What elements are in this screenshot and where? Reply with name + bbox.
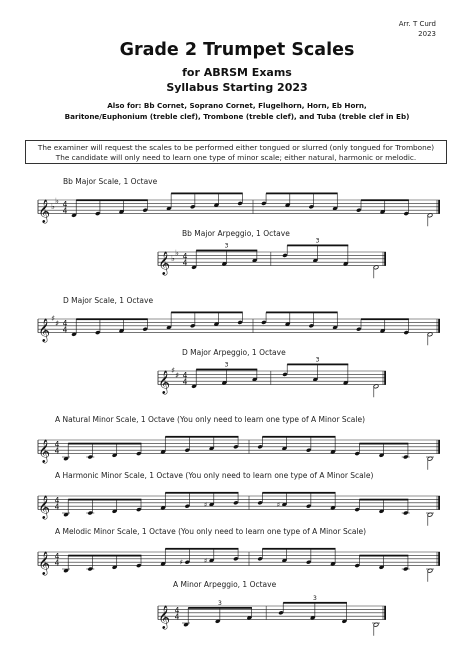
note-beam	[283, 602, 347, 604]
triplet-mark: 3	[224, 242, 229, 250]
time-signature-top: 4	[182, 251, 188, 261]
syllabus-line: Syllabus Starting 2023	[166, 81, 308, 94]
note-beam	[266, 312, 338, 314]
flat-icon: ♭	[175, 248, 179, 258]
exercise-label: D Major Scale, 1 Octave	[63, 296, 154, 305]
sharp-icon: ♯	[203, 557, 208, 565]
note-beam	[171, 193, 243, 195]
note-beam	[262, 492, 335, 494]
time-signature-bottom: 4	[182, 258, 188, 268]
sharp-icon: ♯	[175, 371, 179, 381]
barline-final-thick	[438, 440, 440, 454]
note-beam	[287, 245, 348, 247]
barline-final-thick	[438, 319, 440, 333]
barline-final-thick	[384, 371, 386, 385]
triplet-mark: 3	[315, 237, 320, 245]
treble-clef-icon: 𝄞	[158, 369, 170, 394]
exercise-label: Bb Major Scale, 1 Octave	[63, 177, 158, 186]
flat-icon: ♭	[171, 253, 175, 263]
treble-clef-icon: 𝄞	[158, 604, 170, 629]
note-beam	[165, 436, 238, 438]
note-beam	[165, 492, 238, 494]
triplet-mark: 3	[315, 356, 320, 364]
note-beam	[196, 369, 257, 371]
exam-note-line-1: The examiner will request the scales to be performed either tongued or slurred (only tongued for Trombone)	[37, 143, 435, 152]
triplet-mark: 3	[217, 599, 222, 607]
sharp-icon: ♯	[51, 314, 55, 323]
sharp-icon: ♯	[203, 501, 208, 509]
exam-note-line-2: The candidate will only need to learn one type of minor scale; either natural, harmonic or melodic.	[55, 153, 417, 162]
exercise-label: A Melodic Minor Scale, 1 Octave (You only need to learn one type of A Minor Scale)	[55, 527, 367, 536]
sharp-icon: ♯	[171, 366, 175, 375]
note-beam	[188, 607, 252, 609]
time-signature-bottom: 4	[62, 325, 68, 335]
exercise-label: Bb Major Arpeggio, 1 Octave	[182, 229, 290, 238]
note-beam	[262, 436, 335, 438]
time-signature-bottom: 4	[54, 502, 60, 512]
treble-clef-icon: 𝄞	[38, 438, 50, 463]
note-beam	[361, 199, 409, 201]
note-beam	[165, 548, 238, 550]
time-signature-bottom: 4	[182, 377, 188, 387]
exercise-label: D Major Arpeggio, 1 Octave	[182, 348, 286, 357]
treble-clef-icon: 𝄞	[38, 317, 50, 342]
note-beam	[76, 199, 148, 201]
note-beam	[266, 193, 338, 195]
time-signature-bottom: 4	[62, 206, 68, 216]
sharp-icon: ♯	[179, 558, 184, 567]
exercise-label: A Minor Arpeggio, 1 Octave	[173, 580, 277, 589]
arranger-year: 2023	[418, 30, 436, 38]
note-beam	[361, 318, 409, 320]
note-beam	[287, 364, 348, 366]
time-signature-bottom: 4	[54, 558, 60, 568]
treble-clef-icon: 𝄞	[38, 550, 50, 575]
triplet-mark: 3	[312, 594, 317, 602]
page-subtitle: for ABRSM Exams	[182, 66, 292, 79]
note-beam	[196, 250, 257, 252]
note-beam	[76, 318, 148, 320]
treble-clef-icon: 𝄞	[38, 198, 50, 223]
note-beam	[359, 555, 408, 557]
note-beam	[171, 312, 243, 314]
time-signature-top: 4	[174, 605, 180, 615]
note-beam	[359, 443, 408, 445]
note-beam	[68, 555, 141, 557]
treble-clef-icon: 𝄞	[38, 494, 50, 519]
note-beam	[68, 499, 141, 501]
time-signature-bottom: 4	[174, 612, 180, 622]
note-beam	[262, 548, 335, 550]
note-beam	[68, 443, 141, 445]
note-beam	[359, 499, 408, 501]
time-signature-top: 4	[54, 439, 60, 449]
time-signature-top: 4	[62, 199, 68, 209]
barline-final-thick	[438, 552, 440, 566]
sharp-icon: ♯	[276, 501, 281, 509]
time-signature-top: 4	[54, 495, 60, 505]
barline-final-thick	[438, 496, 440, 510]
triplet-mark: 3	[224, 361, 229, 369]
exercise-label: A Harmonic Minor Scale, 1 Octave (You only need to learn one type of A Minor Scale)	[55, 471, 374, 480]
flat-icon: ♭	[51, 201, 55, 211]
time-signature-top: 4	[54, 551, 60, 561]
also-for-line-1: Also for: Bb Cornet, Soprano Cornet, Flugelhorn, Horn, Eb Horn,	[107, 101, 367, 110]
barline-final-thick	[384, 252, 386, 266]
page-title: Grade 2 Trumpet Scales	[119, 40, 355, 60]
barline-final-thick	[438, 200, 440, 214]
treble-clef-icon: 𝄞	[158, 250, 170, 275]
exercise-label: A Natural Minor Scale, 1 Octave (You only need to learn one type of A Minor Scale)	[55, 415, 366, 424]
flat-icon: ♭	[55, 196, 59, 206]
sharp-icon: ♯	[55, 319, 59, 329]
time-signature-top: 4	[182, 370, 188, 380]
barline-final-thick	[384, 606, 386, 620]
time-signature-top: 4	[62, 318, 68, 328]
also-for-line-2: Baritone/Euphonium (treble clef), Trombone (treble clef), and Tuba (treble clef in Eb)	[64, 112, 410, 121]
time-signature-bottom: 4	[54, 446, 60, 456]
arranger-name: Arr. T Curd	[398, 20, 436, 28]
